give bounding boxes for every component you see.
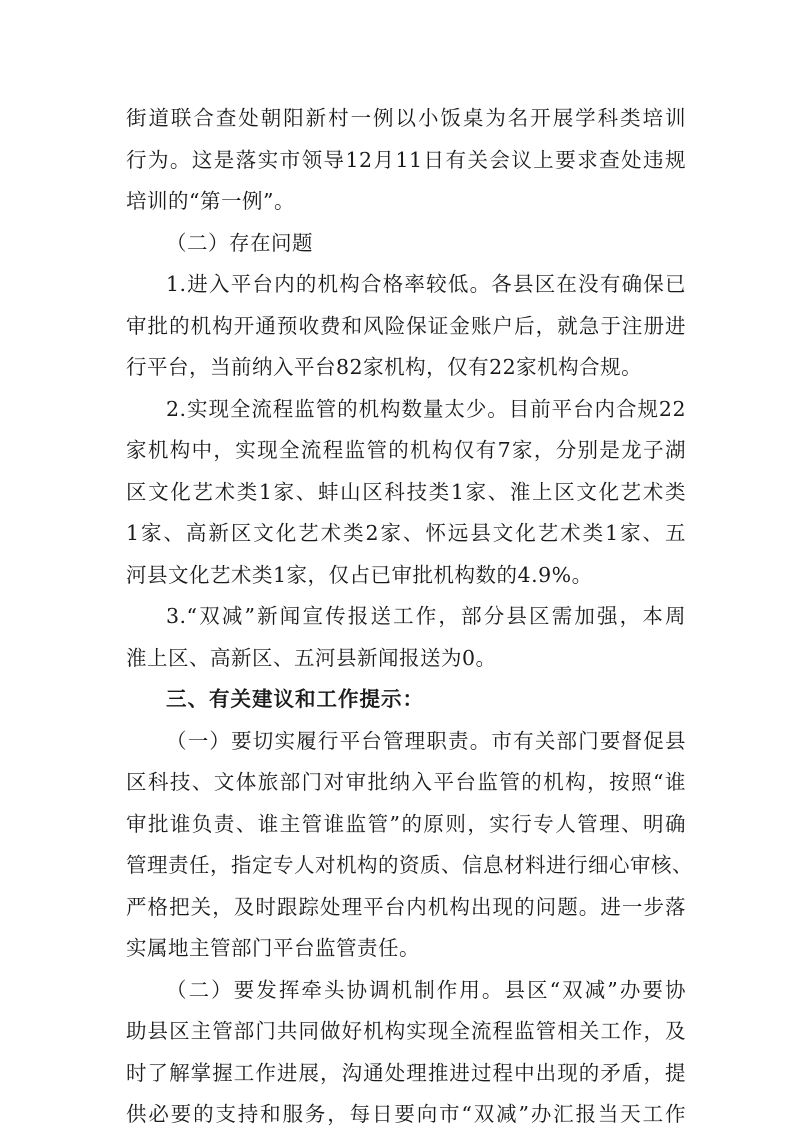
text-line: 1家、高新区文化艺术类2家、怀远县文化艺术类1家、五 — [126, 521, 686, 545]
text-line: （二）要发挥牵头协调机制作用。县区“双减”办要协 — [166, 977, 686, 1002]
text-line: 实属地主管部门平台监管责任。 — [126, 936, 420, 960]
text-line: 区文化艺术类1家、蚌山区科技类1家、淮上区文化艺术类 — [126, 479, 686, 504]
text-line: 助县区主管部门共同做好机构实现全流程监管相关工作，及 — [126, 1019, 686, 1043]
text-line: 行为。这是落实市领导12月11日有关会议上要求查处违规 — [126, 147, 686, 172]
text-line: 培训的“第一例”。 — [126, 189, 295, 213]
text-line: 行平台，当前纳入平台82家机构，仅有22家机构合规。 — [126, 355, 643, 379]
text-line: 2.实现全流程监管的机构数量太少。目前平台内合规22 — [166, 396, 686, 421]
text-line: 区科技、文体旅部门对审批纳入平台监管的机构，按照“谁 — [126, 770, 686, 794]
text-line: 严格把关，及时跟踪处理平台内机构出现的问题。进一步落 — [126, 894, 686, 919]
text-line: 审批的机构开通预收费和风险保证金账户后，就急于注册进 — [126, 313, 686, 338]
text-line: 审批谁负责、谁主管谁监管”的原则，实行专人管理、明确 — [126, 811, 686, 836]
text-line: 1.进入平台内的机构合格率较低。各县区在没有确保已 — [166, 272, 686, 296]
section-heading: 三、有关建议和工作提示： — [166, 687, 424, 711]
text-line: 时了解掌握工作进展，沟通处理推进过程中出现的矛盾，提 — [126, 1060, 686, 1085]
text-line: 淮上区、高新区、五河县新闻报送为0。 — [126, 645, 497, 670]
text-line: 家机构中，实现全流程监管的机构仅有7家，分别是龙子湖 — [126, 438, 686, 462]
text-line: 河县文化艺术类1家，仅占已审批机构数的4.9%。 — [126, 562, 593, 587]
section-subheading: （二）存在问题 — [166, 230, 313, 255]
text-line: 3.“双减”新闻宣传报送工作，部分县区需加强，本周 — [166, 604, 686, 628]
text-line: 管理责任，指定专人对机构的资质、信息材料进行细心审核、 — [126, 853, 693, 877]
text-line: （一）要切实履行平台管理职责。市有关部门要督促县 — [166, 728, 686, 753]
text-line: 供必要的支持和服务，每日要向市“双减”办汇报当天工作 — [126, 1102, 686, 1126]
text-line: 街道联合查处朝阳新村一例以小饭桌为名开展学科类培训 — [126, 106, 686, 130]
